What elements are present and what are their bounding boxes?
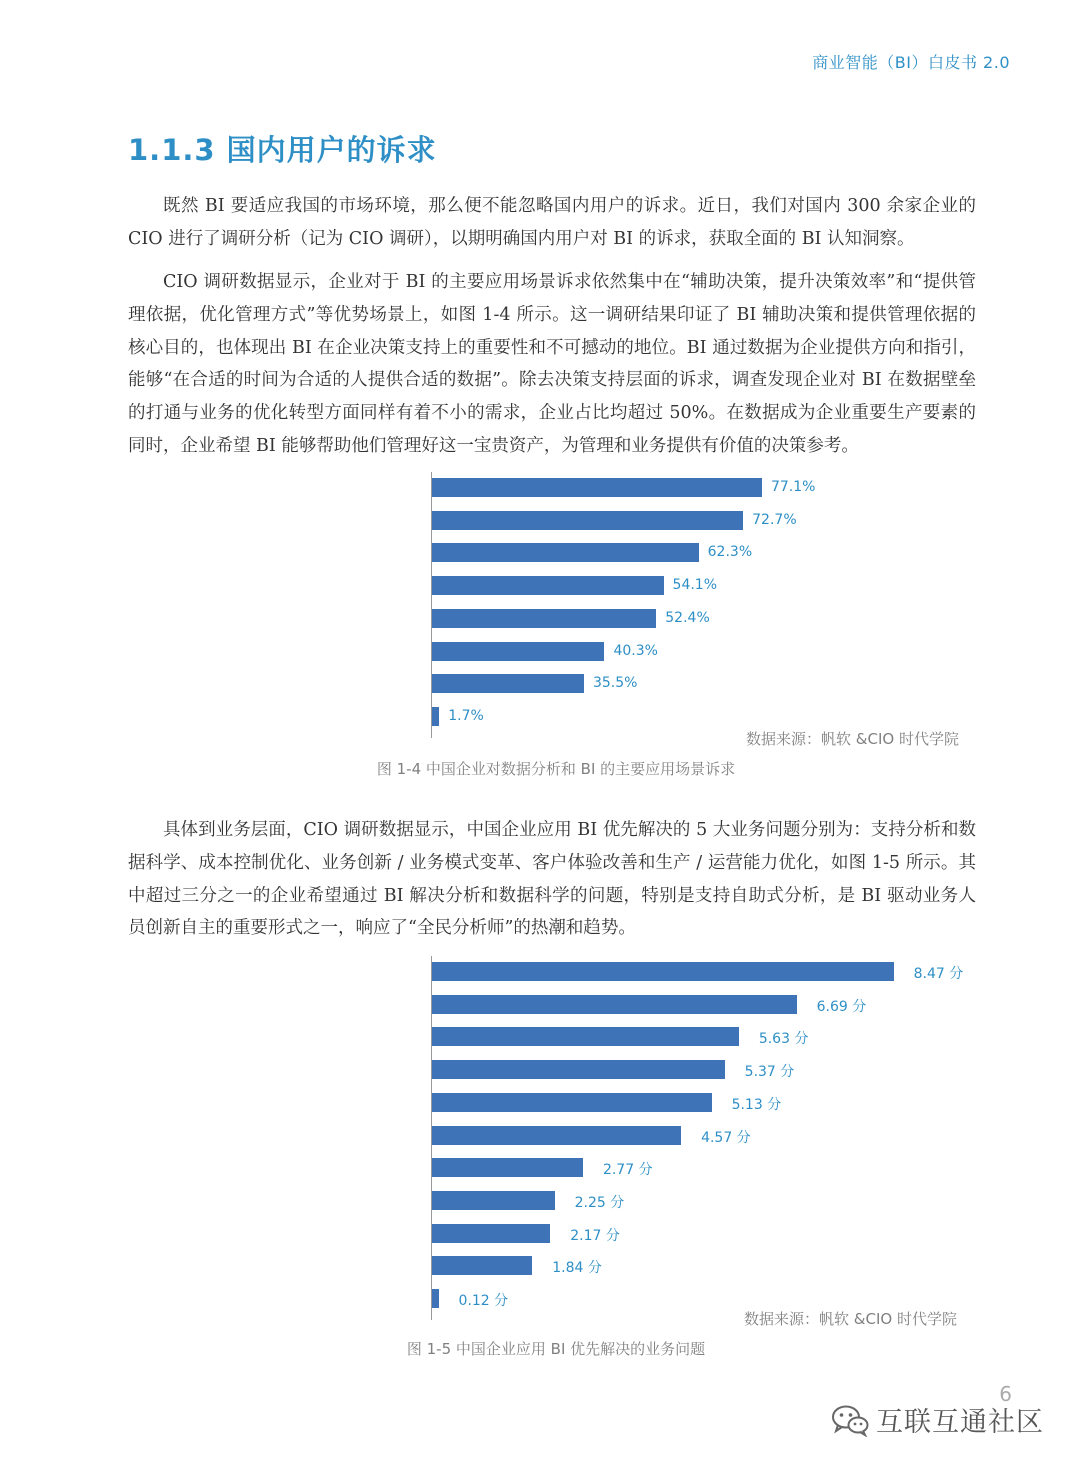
value-label: 5.37 分 — [744, 1064, 795, 1081]
bar — [432, 1126, 681, 1145]
watermark-text: 互联互通社区 — [876, 1407, 1044, 1438]
chart-source: 数据来源：帆软 &CIO 时代学院 — [744, 1310, 957, 1328]
bar — [432, 576, 664, 595]
value-label: 0.12 分 — [458, 1293, 509, 1309]
value-label: 77.1% — [770, 479, 816, 495]
bar — [432, 478, 762, 497]
bar — [432, 1060, 725, 1079]
watermark — [830, 1400, 1044, 1439]
bar — [432, 1093, 712, 1112]
paragraph-business: 具体到业务层面，CIO 调研数据显示，中国企业应用 BI 优先解决的 5 大业务问题分别为：支持分析和数据科学、成本控制优化、业务创新 / 业务模式变革、客户体验改善和生产 / 运营能力优化，如图 1-5 所示。其中超过三分之一的企业希望通过 BI 解决分析和数据科学的问题，特别是支持自助式分析，是 BI 驱动业务人员创新自主的重要形式之一，响应了“全民分析师”的热潮和趋势。 — [128, 820, 976, 939]
value-label: 1.84 分 — [552, 1260, 602, 1277]
value-label: 1.7% — [448, 707, 484, 724]
header-title: 商业智能（BI）白皮书 2.0 — [812, 53, 1010, 72]
value-label: 5.63 分 — [758, 1031, 809, 1048]
value-label: 40.3% — [613, 642, 658, 659]
page-number: 6 — [999, 1382, 1012, 1406]
bar — [432, 707, 439, 726]
bar — [432, 609, 656, 628]
wechat-icon — [830, 1403, 870, 1437]
value-label: 62.3% — [707, 544, 753, 561]
value-label: 2.17 分 — [570, 1227, 620, 1244]
chart-caption: 图 1-5 中国企业应用 BI 优先解决的业务问题 — [406, 1340, 706, 1358]
value-label: 5.13 分 — [731, 1096, 782, 1113]
bar — [432, 1027, 739, 1046]
value-label: 4.57 分 — [701, 1129, 751, 1146]
value-label: 6.69 分 — [816, 998, 867, 1015]
bar — [432, 511, 743, 530]
value-label: 2.77 分 — [602, 1162, 653, 1179]
bar — [432, 674, 584, 693]
chart-caption: 图 1-4 中国企业对数据分析和 BI 的主要应用场景诉求 — [376, 760, 736, 778]
value-label: 2.25 分 — [574, 1194, 625, 1211]
value-label: 72.7% — [752, 511, 797, 528]
bar — [432, 1224, 550, 1243]
chart-source: 数据来源：帆软 &CIO 时代学院 — [746, 730, 959, 748]
bar — [432, 1158, 583, 1177]
paragraph-survey: CIO 调研数据显示，企业对于 BI 的主要应用场景诉求依然集中在“辅助决策，提升决策效率”和“提供管理依据，优化管理方式”等优势场景上，如图 1-4 所示。这一调研结果印证了 BI 辅助决策和提供管理依据的核心目的，也体现出 BI 在企业决策支持上的重要性和不可撼动的地位。BI 通过数据为企业提供方向和指引，能够“在合适的时间为合适的人提供合适的数据”。除去决策支持层面的诉求，调查发现企业对 BI 在数据壁垒的打通与业务的优化转型方面同样有着不小的需求，企业占比均超过 50%。在数据成为企业重要生产要素的同时，企业希望 BI 能够帮助他们管理好这一宝贵资产，为管理和业务提供有价值的决策参考。 — [128, 272, 976, 456]
bar — [432, 1256, 532, 1275]
paragraph-intro: 既然 BI 要适应我国的市场环境，那么便不能忽略国内用户的诉求。近日，我们对国内 300 余家企业的 CIO 进行了调研分析（记为 CIO 调研），以期明确国内用户对 BI 的诉求，获取全面的 BI 认知洞察。 — [128, 196, 976, 249]
value-label: 54.1% — [672, 577, 718, 594]
bar — [432, 543, 699, 562]
value-label: 8.47 分 — [913, 966, 964, 982]
value-label: 52.4% — [665, 609, 710, 626]
bar — [432, 1191, 555, 1210]
bar — [432, 1289, 439, 1308]
section-title: 1.1.3 国内用户的诉求 — [128, 133, 437, 167]
value-label: 35.5% — [592, 675, 638, 692]
bar — [432, 995, 797, 1014]
bar — [432, 962, 894, 981]
bar — [432, 642, 604, 661]
